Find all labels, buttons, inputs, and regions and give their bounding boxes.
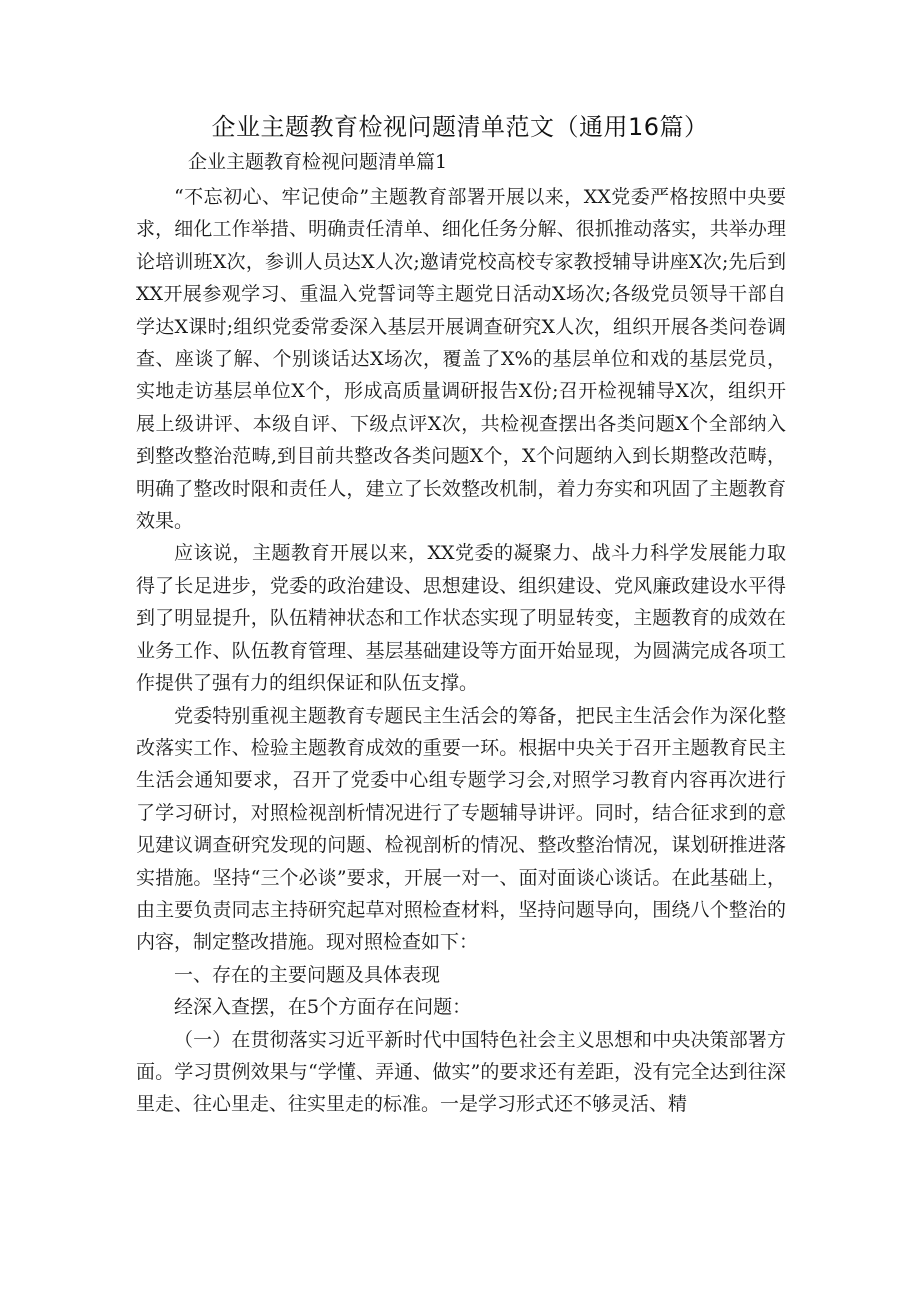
document-body xyxy=(136,181,786,1121)
section-heading-problems: 一、存在的主要问题及具体表现 xyxy=(174,963,441,986)
problems-intro: 经深入查摆，在5个方面存在问题： xyxy=(174,996,472,1019)
paragraph-1: “不忘初心、牢记使命”主题教育部署开展以来，XX党委严格按照中央要求，细化工作举措、明确责任清单、细化任务分解、很抓推动落实，共举办理论培训班X次，参训人员达X人次;邀请党校高校专家教授辅导讲座X次;先后到XX开展参观学习、重温入党誓词等主题党日活动X场次;各级党员领导干部自学达X课时;组织党委常委深入基层开展调查研究X人次，组织开展各类问卷调查、座谈了解、个别谈话达X场次，覆盖了X%的基层单位和戏的基层党员，实地走访基层单位X个，形成高质量调研报告X份;召开检视辅导X次，组织开展上级讲评、本级自评、下级点评X次，共检视查摆出各类问题X个全部纳入到整改整治范畴,到目前共整改各类问题X个，X个问题纳入到长期整改范畴，明确了整改时限和责任人，建立了长效整改机制，着力夯实和巩固了主题教育效果。 xyxy=(136,186,786,533)
document-title: 企业主题教育检视问题清单范文（通用16篇） xyxy=(211,113,709,141)
section-subtitle: 企业主题教育检视问题清单篇1 xyxy=(188,151,448,173)
paragraph-problem-1: （一）在贯彻落实习近平新时代中国特色社会主义思想和中央决策部署方面。学习贯例效果与“学懂、弄通、做实”的要求还有差距，没有完全达到往深里走、往心里走、往实里走的标准。一是学习形式还不够灵活、精 xyxy=(136,1028,786,1116)
paragraph-3: 党委特别重视主题教育专题民主生活会的筹备，把民主生活会作为深化整改落实工作、检验主题教育成效的重要一环。根据中央关于召开主题教育民主生活会通知要求，召开了党委中心组专题学习会,对照学习教育内容再次进行了学习研讨，对照检视剖析情况进行了专题辅导讲评。同时，结合征求到的意见建议调查研究发现的问题、检视剖析的情况、整改整治情况，谋划研推进落实措施。坚持“三个必谈”要求，开展一对一、面对面谈心谈话。在此基础上，由主要负责同志主持研究起草对照检查材料，坚持问题导向，围绕八个整治的内容，制定整改措施。现对照检查如下： xyxy=(136,704,786,954)
paragraph-2: 应该说，主题教育开展以来，XX党委的凝聚力、战斗力科学发展能力取得了长足进步，党委的政治建设、思想建设、组织建设、党风廉政建设水平得到了明显提升，队伍精神状态和工作状态实现了明显转变，主题教育的成效在业务工作、队伍教育管理、基层基础建设等方面开始显现，为圆满完成各项工作提供了强有力的组织保证和队伍支撑。 xyxy=(136,542,786,695)
